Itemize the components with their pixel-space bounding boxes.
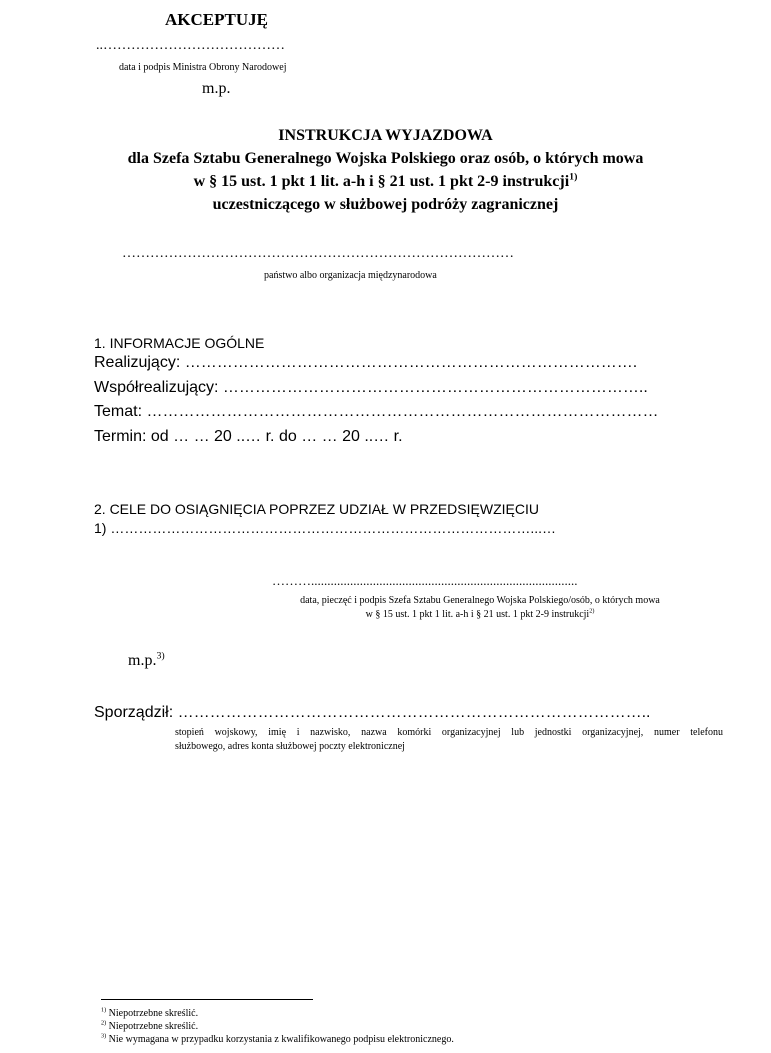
field-realizujacy: Realizujący: …………………………………………………………………………. bbox=[94, 354, 638, 371]
document-title-line3 bbox=[0, 173, 771, 191]
signature-caption-line2-text: w § 15 ust. 1 pkt 1 lit. a-h i § 21 ust. 1 pkt 2-9 instrukcji bbox=[365, 609, 590, 620]
section1-heading: 1. INFORMACJE OGÓLNE bbox=[94, 335, 265, 351]
signature-caption-line2 bbox=[0, 609, 771, 620]
signature-caption-line1: data, pieczęć i podpis Szefa Sztabu Generalnego Wojska Polskiego/osób, o których mowa bbox=[300, 595, 660, 606]
footnote-1-text: Niepotrzebne skreślić. bbox=[106, 1008, 199, 1019]
section2-item-1: 1) ………………………………………………………………………………...… bbox=[94, 520, 557, 536]
field-temat: Temat: …………………………………………………………………………………… bbox=[94, 403, 659, 420]
title-line3-text: w § 15 ust. 1 pkt 1 lit. a-h i § 21 ust. 1 pkt 2-9 instrukcji bbox=[193, 173, 570, 190]
prepared-by-caption-line2: służbowego, adres konta służbowej poczty elektronicznej bbox=[175, 741, 405, 752]
footnote-2-text: Niepotrzebne skreślić. bbox=[106, 1021, 199, 1032]
footnote-separator bbox=[101, 999, 313, 1000]
footnote-ref-1: 1) bbox=[569, 171, 578, 183]
prepared-by-caption-line1: stopień wojskowy, imię i nazwisko, nazwa komórki organizacyjnej lub jednostki organizacyjnej, numer telefonu bbox=[175, 727, 723, 738]
prepared-by-field: Sporządził: …………………………………………………………………………….. bbox=[94, 704, 651, 721]
accept-heading: AKCEPTUJĘ bbox=[165, 10, 268, 29]
country-dots: ………………………………………………………………………… bbox=[122, 246, 514, 261]
footnote-2-mark: 2) bbox=[101, 1019, 107, 1027]
minister-signature-caption: data i podpis Ministra Obrony Narodowej bbox=[119, 62, 287, 73]
footnote-3 bbox=[101, 1034, 454, 1045]
signature-mp-text: m.p. bbox=[128, 652, 157, 669]
document-title: INSTRUKCJA WYJAZDOWA bbox=[278, 127, 493, 144]
field-termin: Termin: od … … 20 ..… r. do … … 20 ..… r. bbox=[94, 428, 403, 445]
signature-stamp-label bbox=[128, 652, 165, 670]
stamp-place-label: m.p. bbox=[202, 80, 231, 97]
section2-heading: 2. CELE DO OSIĄGNIĘCIA POPRZEZ UDZIAŁ W PRZEDSIĘWZIĘCIU bbox=[94, 501, 539, 517]
footnote-2 bbox=[101, 1021, 198, 1032]
field-wspolrealizujacy: Współrealizujący: …………………………………………………………………….. bbox=[94, 379, 648, 396]
footnote-ref-3: 3) bbox=[156, 650, 165, 662]
footnote-3-mark: 3) bbox=[101, 1032, 107, 1040]
footnote-1-mark: 1) bbox=[101, 1006, 107, 1014]
country-caption: państwo albo organizacja międzynarodowa bbox=[264, 270, 437, 281]
minister-signature-dots: ..………………………………… bbox=[96, 38, 285, 53]
footnote-1 bbox=[101, 1008, 198, 1019]
signature-dots: ……….................................................................................. bbox=[272, 573, 578, 588]
footnote-ref-2: 2) bbox=[589, 607, 595, 615]
document-title-line2: dla Szefa Sztabu Generalnego Wojska Polskiego oraz osób, o których mowa bbox=[127, 150, 644, 167]
footnote-3-text: Nie wymagana w przypadku korzystania z kwalifikowanego podpisu elektronicznego. bbox=[106, 1034, 454, 1045]
document-title-line4: uczestniczącego w służbowej podróży zagranicznej bbox=[212, 196, 559, 213]
